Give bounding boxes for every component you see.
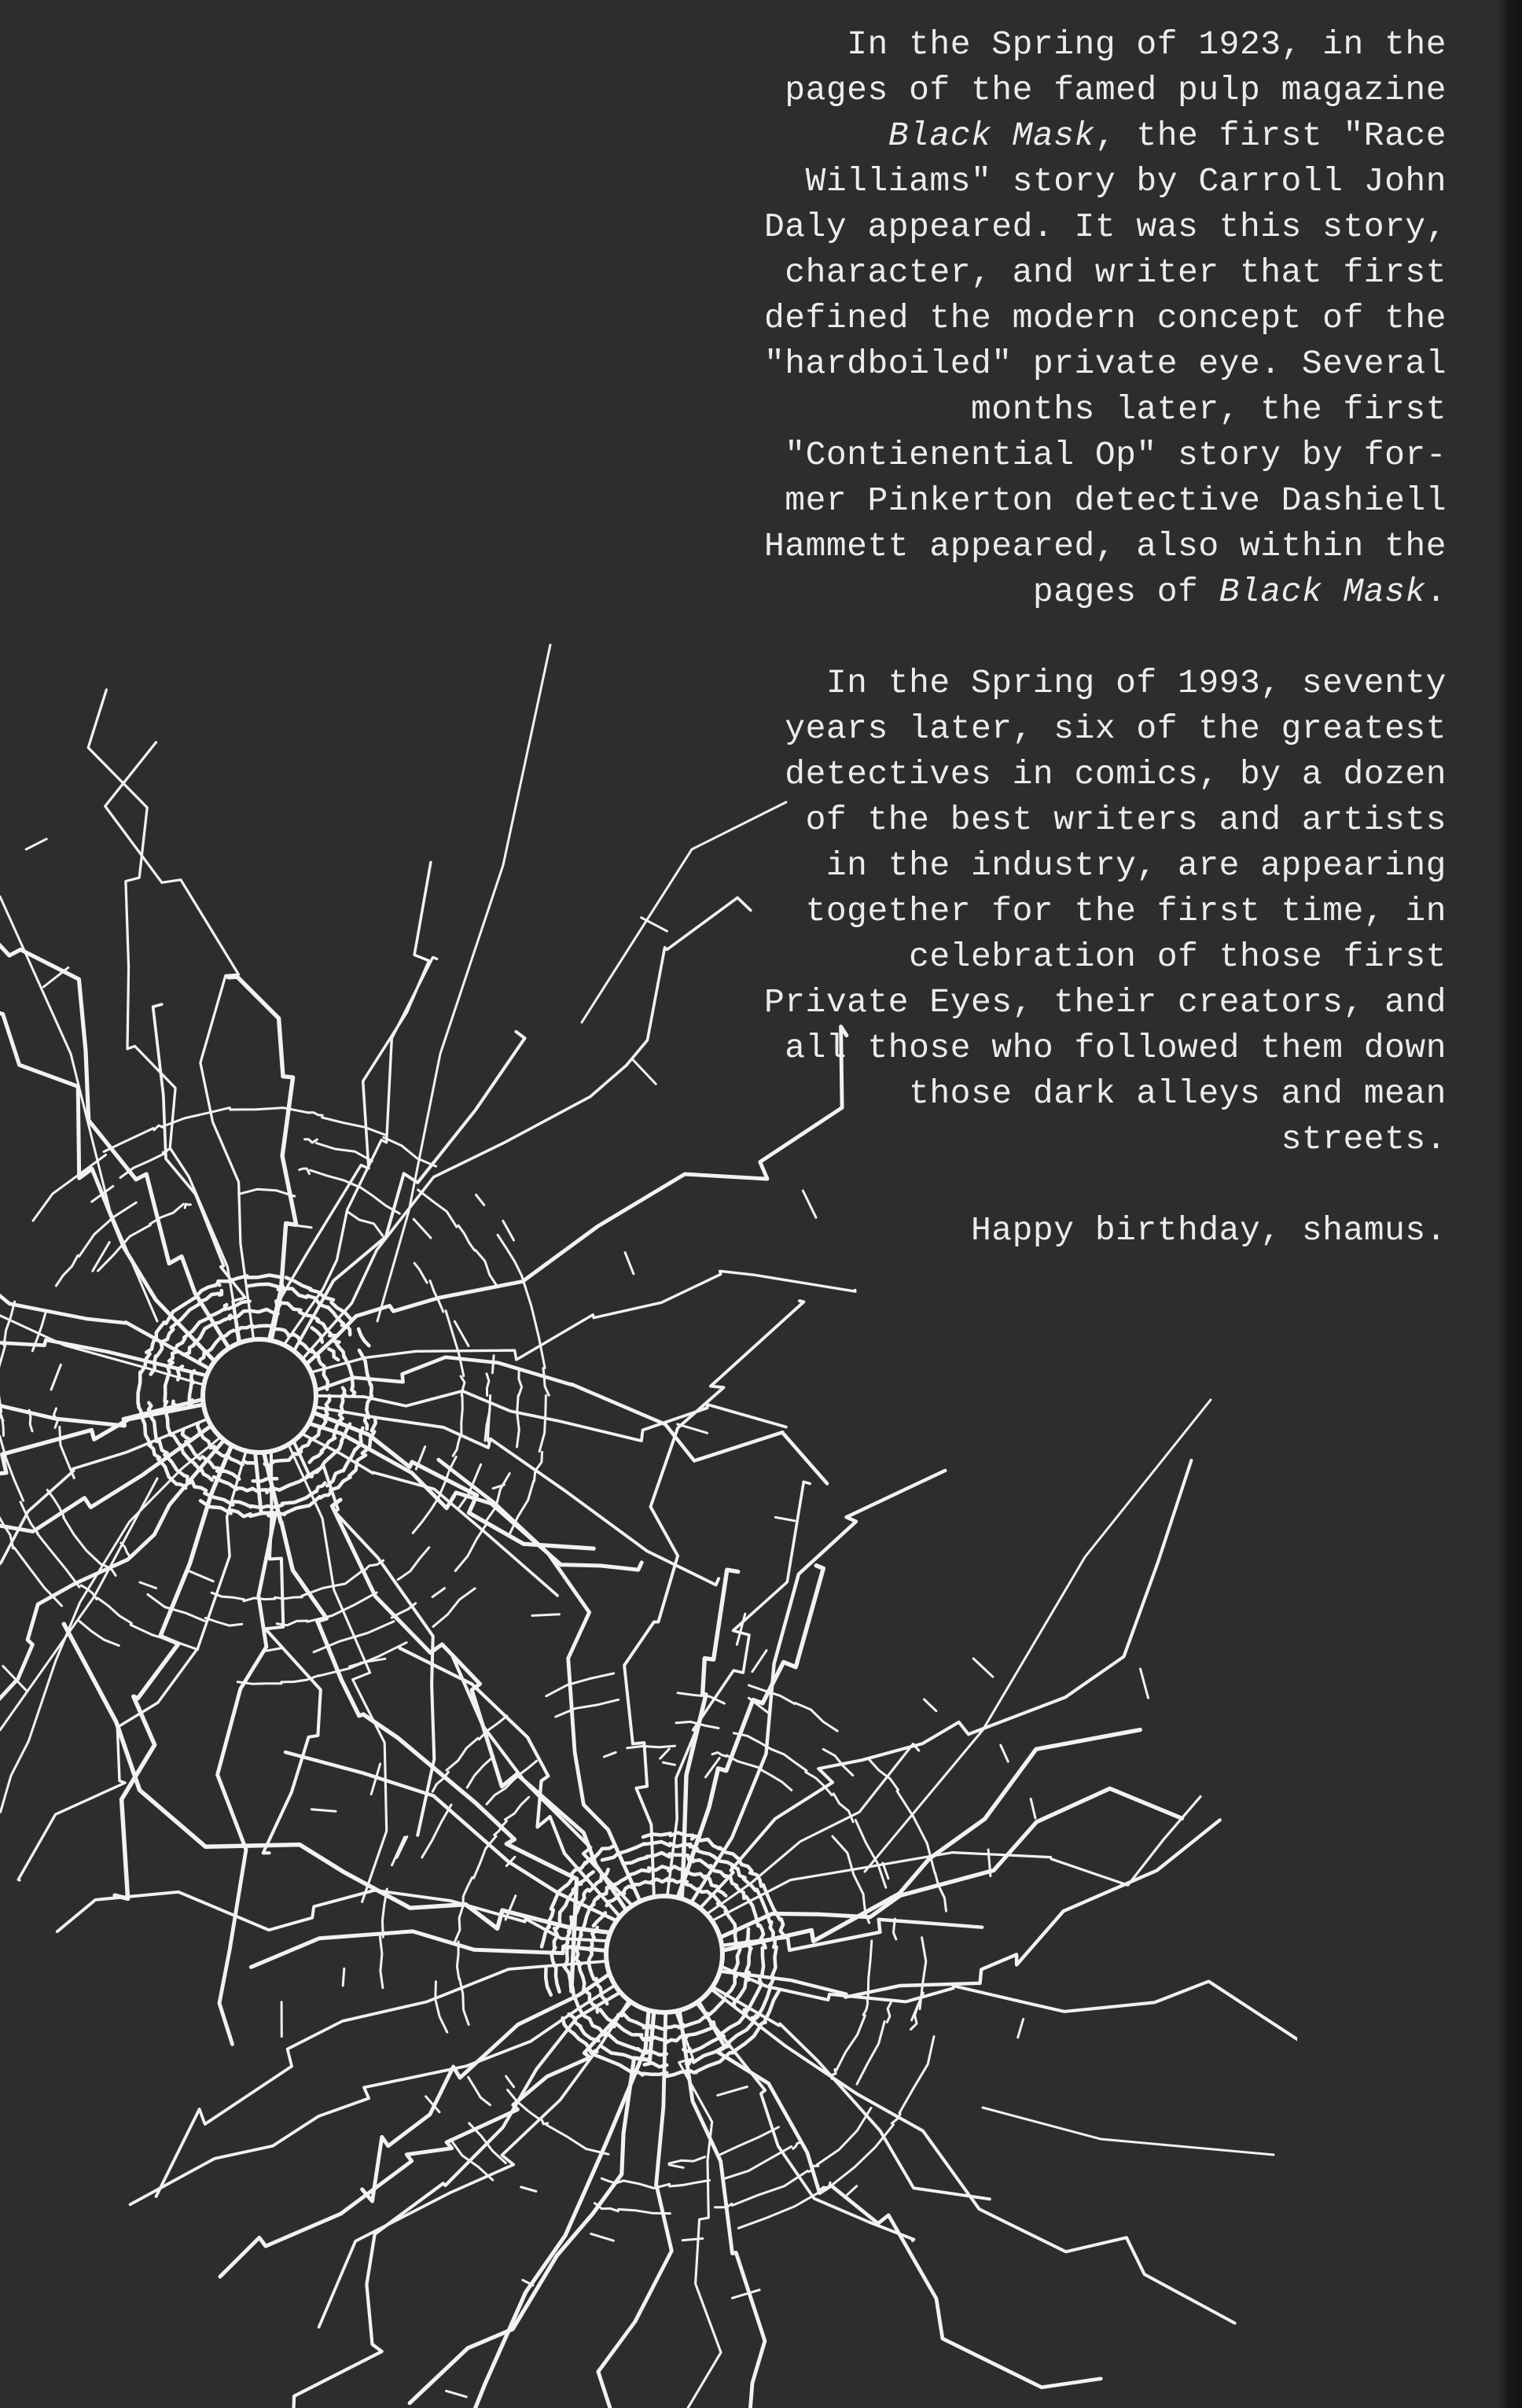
text-line: In the Spring of 1923, in the xyxy=(847,25,1447,64)
text-line: streets. xyxy=(1281,1120,1447,1158)
text-line: Black Mask, the first "Race xyxy=(888,116,1447,155)
closing-line xyxy=(692,1208,1447,1254)
text-line: years later, six of the greatest xyxy=(785,709,1447,748)
magazine-title: Black Mask xyxy=(1219,573,1426,611)
text-line: mer Pinkerton detective Dashiell xyxy=(785,481,1447,520)
text-line: in the industry, are appearing xyxy=(825,846,1447,885)
text-line: "hardboiled" private eye. Several xyxy=(763,344,1447,383)
text-line: together for the first time, in xyxy=(805,892,1447,930)
text-line: "Contienential Op" story by for- xyxy=(785,436,1447,474)
text-line: Private Eyes, their creators, and xyxy=(763,983,1447,1022)
text-line: Happy birthday, shamus. xyxy=(971,1211,1447,1250)
paragraph-2 xyxy=(692,661,1447,1162)
text-line: of the best writers and artists xyxy=(805,801,1447,839)
page-binding-edge xyxy=(1498,0,1522,2408)
text-line: pages of Black Mask. xyxy=(1032,573,1447,611)
text-line: character, and writer that first xyxy=(785,253,1447,292)
text-line: In the Spring of 1993, seventy xyxy=(825,664,1447,702)
magazine-title: Black Mask xyxy=(888,116,1095,155)
text-line: detectives in comics, by a dozen xyxy=(785,755,1447,793)
text-line: defined the modern concept of the xyxy=(763,299,1447,337)
text-line: pages of the famed pulp magazine xyxy=(785,71,1447,109)
intro-text xyxy=(692,22,1447,1299)
text-line: Daly appeared. It was this story, xyxy=(763,208,1447,246)
text-line: Williams" story by Carroll John xyxy=(805,162,1447,201)
paragraph-1 xyxy=(692,22,1447,615)
text-line: those dark alleys and mean xyxy=(909,1074,1447,1113)
text-line: celebration of those first xyxy=(909,937,1447,976)
text-line: Hammett appeared, also within the xyxy=(763,527,1447,565)
text-line: all those who followed them down xyxy=(785,1029,1447,1067)
text-line: months later, the first xyxy=(971,390,1447,429)
